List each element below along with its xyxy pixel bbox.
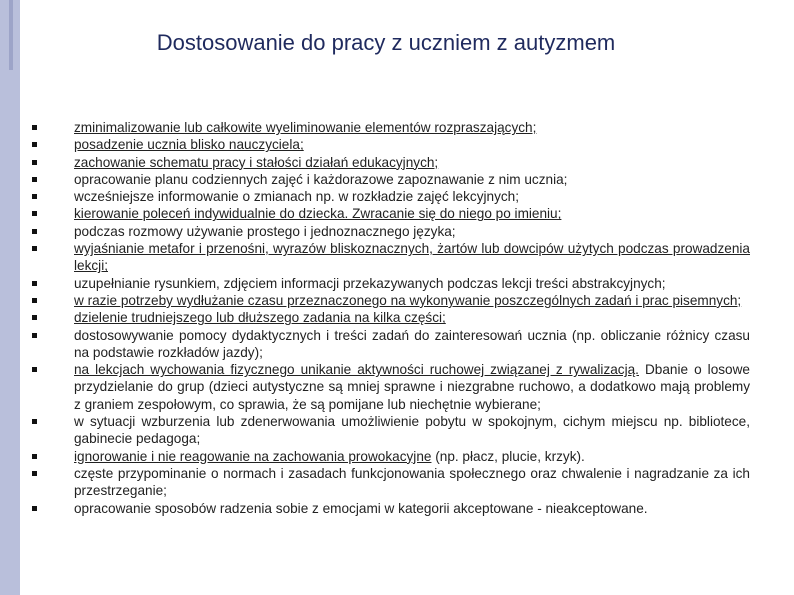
list-item [20,465,780,500]
list-item [20,223,780,240]
list-item-text-rest: (np. płacz, plucie, krzyk). [431,448,585,464]
bullet-square-icon [32,142,37,147]
bullet-square-icon [32,506,37,511]
bullet-square-icon [32,229,37,234]
list-item [20,275,780,292]
bullet-square-icon [32,246,37,251]
list-item [20,188,780,205]
list-item-text: na lekcjach wychowania fizycznego unikanie aktywności ruchowej związanej z rywalizacją. [74,362,639,378]
list-item-text: wyjaśnianie metafor i przenośni, wyrazów bliskoznacznych, żartów lub dowcipów użytych podczas prowadzenia lekcji; [74,241,750,274]
slide-content [20,119,780,517]
bullet-square-icon [32,333,37,338]
list-item [20,292,780,309]
list-item-text: opracowanie planu codziennych zajęć i każdorazowe zapoznawanie z nim ucznia; [74,171,568,187]
list-item-text: dzielenie trudniejszego lub dłuższego zadania na kilka części; [74,310,446,326]
bullet-list [20,119,780,517]
bullet-square-icon [32,177,37,182]
list-item-text: uzupełnianie rysunkiem, zdjęciem informacji przekazywanych podczas lekcji treści abstrakcyjnych; [74,275,666,291]
list-item-text: zachowanie schematu pracy i stałości działań edukacyjnych; [74,154,439,170]
left-decor-bar [0,0,20,595]
list-item [20,413,780,448]
list-item [20,119,780,136]
list-item [20,205,780,222]
list-item-text: podczas rozmowy używanie prostego i jednoznacznego języka; [74,223,456,239]
list-item [20,154,780,171]
list-item [20,500,780,517]
bullet-square-icon [32,419,37,424]
list-item-text: zminimalizowanie lub całkowite wyeliminowanie elementów rozpraszających; [74,120,537,135]
list-item [20,136,780,153]
list-item-text: posadzenie ucznia blisko nauczyciela; [74,137,304,153]
list-item-text: w razie potrzeby wydłużanie czasu przeznaczonego na wykonywanie poszczególnych zadań i prac pisemnych; [74,292,742,308]
bullet-square-icon [32,315,37,320]
list-item-text: w sytuacji wzburzenia lub zdenerwowania umożliwienie pobytu w spokojnym, cichym miejscu np. bibliotece, gabinecie pedagoga; [74,414,750,447]
bullet-square-icon [32,454,37,459]
bullet-square-icon [32,194,37,199]
list-item [20,327,780,362]
list-item [20,171,780,188]
slide-title: Dostosowanie do pracy z uczniem z autyzmem [156,30,616,55]
list-item [20,448,780,465]
list-item [20,361,780,413]
list-item-text-rest: Dbanie o losowe przydzielanie do grup (dzieci autystyczne są mniej sprawne i niezgrabne ruchowo, a dodatkowo mają problemy z graniem zespołowym, co sprawia, że są pomijane lub niechętnie wybierane; [74,362,750,412]
bullet-square-icon [32,160,37,165]
bullet-square-icon [32,367,37,372]
list-item-text: częste przypominanie o normach i zasadach funkcjonowania społecznego oraz chwalenie i nagradzanie za ich przestrzeganie; [74,465,750,499]
bullet-square-icon [32,471,37,476]
list-item-text: wcześniejsze informowanie o zmianach np. w rozkładzie zajęć lekcyjnych; [74,189,520,205]
list-item-text: dostosowywanie pomocy dydaktycznych i treści zadań do zainteresowań ucznia (np. obliczanie różnicy czasu na podstawie rozkładów jazdy); [74,327,750,360]
left-accent-stripe [9,0,13,70]
list-item [20,240,780,275]
list-item-text: kierowanie poleceń indywidualnie do dziecka. Zwracanie się do niego po imieniu; [74,206,562,222]
bullet-square-icon [32,281,37,286]
bullet-square-icon [32,125,37,130]
list-item-text: ignorowanie i nie reagowanie na zachowania prowokacyjne [74,448,432,464]
bullet-square-icon [32,298,37,303]
bullet-square-icon [32,211,37,216]
list-item [20,309,780,326]
list-item-text: opracowanie sposobów radzenia sobie z emocjami w kategorii akceptowane - nieakceptowane. [74,500,648,516]
